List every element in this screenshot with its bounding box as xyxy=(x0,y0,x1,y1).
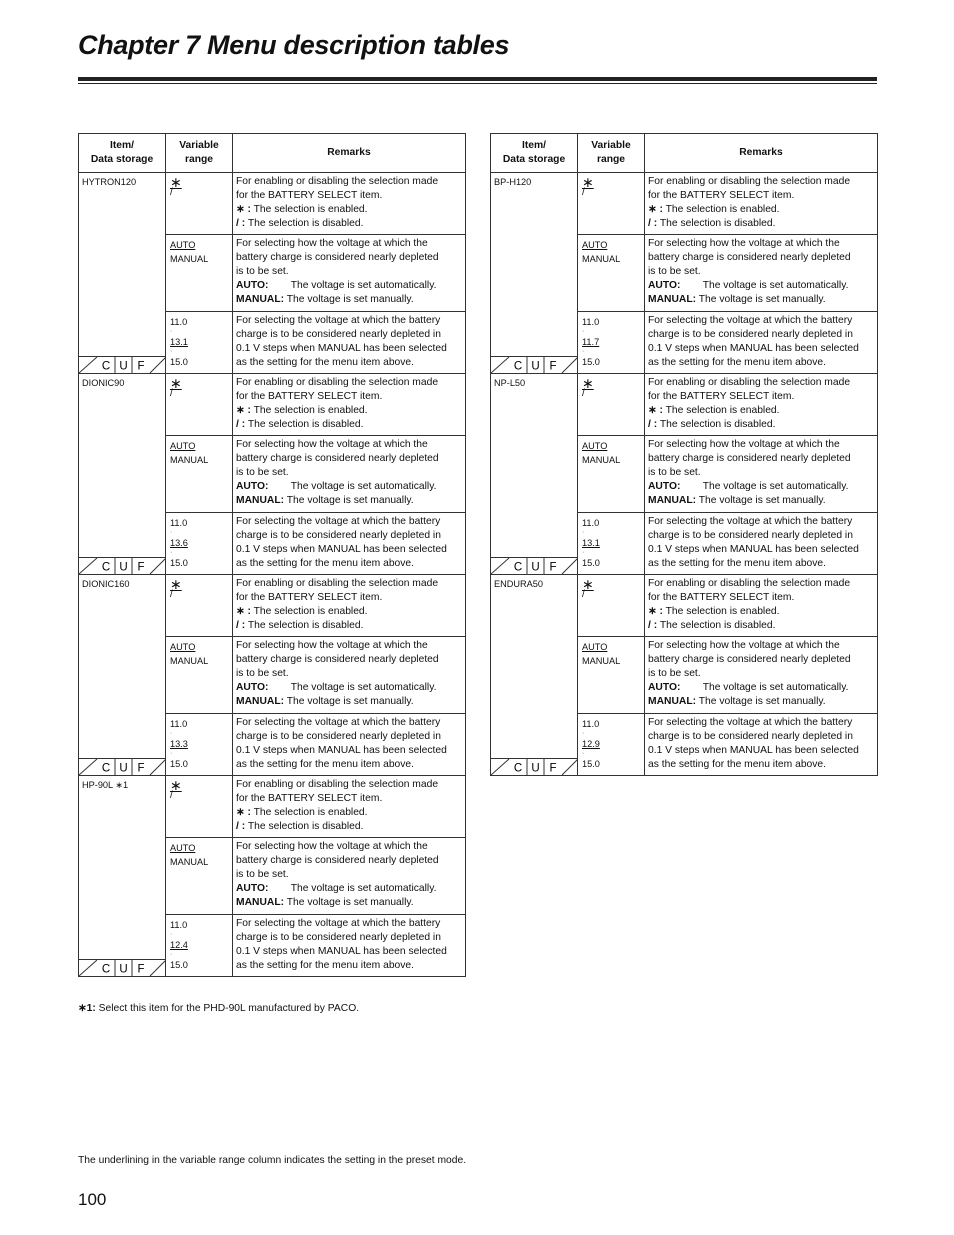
header-item: Item/ Data storage xyxy=(79,134,166,173)
remark-enabled: ∗ : The selection is enabled. xyxy=(236,405,368,416)
remark-disabled: / : The selection is disabled. xyxy=(648,620,776,631)
remark-line: For selecting the voltage at which the battery xyxy=(648,315,853,326)
remark-line: For selecting how the voltage at which the xyxy=(648,640,840,651)
table-body xyxy=(491,173,878,776)
remark-auto: AUTO: The voltage is set automatically. xyxy=(648,682,849,693)
remark-line: 0.1 V steps when MANUAL has been selected xyxy=(236,343,447,354)
remarks-select xyxy=(233,776,466,838)
cuf-diagonal-right xyxy=(562,558,578,574)
star-symbol: ∗ xyxy=(582,576,594,592)
table-header-row xyxy=(79,134,466,173)
range-manual: MANUAL xyxy=(582,455,621,465)
item-cell xyxy=(79,374,166,575)
remark-line: as the setting for the menu item above. xyxy=(648,357,827,368)
footnote xyxy=(78,1002,359,1014)
cuf-u: U xyxy=(119,360,128,373)
cuf-u: U xyxy=(531,561,540,574)
remark-line: For enabling or disabling the selection made xyxy=(236,377,439,388)
remarks-mode xyxy=(233,436,466,513)
variable-range-select xyxy=(166,776,233,838)
star-symbol: ∗ xyxy=(170,576,182,592)
remark-disabled: / : The selection is disabled. xyxy=(236,620,364,631)
remark-line: as the setting for the menu item above. xyxy=(648,759,827,770)
cuf-diagonal-left xyxy=(79,960,97,976)
remark-auto: AUTO: The voltage is set automatically. xyxy=(236,883,437,894)
remark-manual: MANUAL: The voltage is set manually. xyxy=(236,294,414,305)
remark-line: 0.1 V steps when MANUAL has been selected xyxy=(648,745,859,756)
item-cell xyxy=(79,776,166,977)
remark-line: for the BATTERY SELECT item. xyxy=(236,592,383,603)
range-manual: MANUAL xyxy=(582,656,621,666)
remarks-voltage xyxy=(233,915,466,977)
remarks-mode xyxy=(645,235,878,312)
cuf-diagonal-left xyxy=(491,558,509,574)
variable-range-mode xyxy=(166,235,233,312)
range-max: 15.0 xyxy=(170,357,188,367)
remark-manual: MANUAL: The voltage is set manually. xyxy=(236,897,414,908)
remark-line: is to be set. xyxy=(236,869,289,880)
remark-line: For selecting how the voltage at which the xyxy=(236,238,428,249)
remark-manual: MANUAL: The voltage is set manually. xyxy=(648,495,826,506)
remark-line: battery charge is considered nearly depleted xyxy=(648,252,851,263)
item-name: ENDURA50 xyxy=(494,579,544,589)
remarks-mode xyxy=(233,838,466,915)
range-max: 15.0 xyxy=(170,960,188,970)
cuf-f: F xyxy=(137,360,145,373)
range-manual: MANUAL xyxy=(170,857,209,867)
range-max: 15.0 xyxy=(582,558,600,568)
range-dot: · xyxy=(582,750,585,757)
cuf-storage-indicator xyxy=(79,356,166,373)
range-min: 11.0 xyxy=(170,920,188,930)
remark-disabled: / : The selection is disabled. xyxy=(648,419,776,430)
menu-table-left xyxy=(78,133,466,977)
remark-line: For selecting how the voltage at which the xyxy=(236,841,428,852)
remark-line: for the BATTERY SELECT item. xyxy=(648,190,795,201)
range-auto: AUTO xyxy=(582,441,608,451)
range-min: 11.0 xyxy=(582,518,600,528)
remark-manual: MANUAL: The voltage is set manually. xyxy=(236,696,414,707)
remark-line: as the setting for the menu item above. xyxy=(236,759,415,770)
cuf-storage-indicator xyxy=(79,758,166,775)
remarks-select xyxy=(233,575,466,637)
remarks-select xyxy=(645,173,878,235)
remark-line: For selecting how the voltage at which the xyxy=(648,238,840,249)
cuf-storage-indicator xyxy=(491,557,578,574)
remark-line: is to be set. xyxy=(648,668,701,679)
remarks-mode xyxy=(645,637,878,714)
footnote-text: Select this item for the PHD-90L manufactured by PACO. xyxy=(98,1003,360,1014)
variable-range-select xyxy=(166,173,233,235)
cuf-u: U xyxy=(531,762,540,775)
remark-line: for the BATTERY SELECT item. xyxy=(236,190,383,201)
remark-line: For enabling or disabling the selection made xyxy=(648,578,851,589)
cuf-u: U xyxy=(531,360,540,373)
slash-symbol: / xyxy=(170,388,173,399)
remark-line: For selecting the voltage at which the battery xyxy=(648,516,853,527)
item-name: BP-H120 xyxy=(494,177,532,187)
range-dot: · xyxy=(582,730,585,737)
table-row xyxy=(79,374,466,436)
remark-enabled: ∗ : The selection is enabled. xyxy=(648,405,780,416)
remark-line: For selecting the voltage at which the battery xyxy=(236,717,441,728)
remarks-voltage xyxy=(645,312,878,374)
cuf-f: F xyxy=(137,561,145,574)
range-manual: MANUAL xyxy=(582,254,621,264)
cuf-c: C xyxy=(101,561,111,574)
remark-line: is to be set. xyxy=(236,467,289,478)
cuf-diagonal-right xyxy=(562,759,578,775)
cuf-storage-indicator xyxy=(491,356,578,373)
range-manual: MANUAL xyxy=(170,254,209,264)
remark-line: is to be set. xyxy=(648,467,701,478)
star-symbol: ∗ xyxy=(170,174,182,190)
remark-enabled: ∗ : The selection is enabled. xyxy=(648,606,780,617)
page-title: Chapter 7 Menu description tables xyxy=(78,30,510,60)
remark-line: charge is to be considered nearly depleted in xyxy=(236,530,441,541)
slash-symbol: / xyxy=(170,790,173,801)
title-rule-thin xyxy=(78,83,877,84)
range-max: 15.0 xyxy=(582,357,600,367)
remark-line: For selecting how the voltage at which the xyxy=(648,439,840,450)
range-dot: · xyxy=(170,348,173,355)
remark-auto: AUTO: The voltage is set automatically. xyxy=(236,682,437,693)
remark-line: For selecting how the voltage at which the xyxy=(236,439,428,450)
remark-line: For selecting the voltage at which the battery xyxy=(236,516,441,527)
header-item: Item/ Data storage xyxy=(491,134,578,173)
remark-line: battery charge is considered nearly depleted xyxy=(648,453,851,464)
remark-line: as the setting for the menu item above. xyxy=(236,357,415,368)
header-remarks: Remarks xyxy=(645,134,878,173)
remark-line: For selecting the voltage at which the battery xyxy=(236,315,441,326)
cuf-diagonal-left xyxy=(79,357,97,373)
remark-line: 0.1 V steps when MANUAL has been selected xyxy=(236,544,447,555)
remark-disabled: / : The selection is disabled. xyxy=(236,218,364,229)
cuf-diagonal-left xyxy=(491,357,509,373)
variable-range-mode xyxy=(166,838,233,915)
cuf-u: U xyxy=(119,762,128,775)
item-cell xyxy=(79,173,166,374)
remark-enabled: ∗ : The selection is enabled. xyxy=(648,204,780,215)
cuf-diagonal-right xyxy=(150,357,166,373)
remark-line: 0.1 V steps when MANUAL has been selected xyxy=(236,745,447,756)
cuf-diagonal-left xyxy=(491,759,509,775)
remark-manual: MANUAL: The voltage is set manually. xyxy=(648,696,826,707)
range-dot: · xyxy=(582,348,585,355)
cuf-diagonal-right xyxy=(150,960,166,976)
remark-line: charge is to be considered nearly depleted in xyxy=(648,329,853,340)
cuf-diagonal-right xyxy=(150,558,166,574)
slash-symbol: / xyxy=(170,589,173,600)
star-symbol: ∗ xyxy=(170,375,182,391)
range-min: 11.0 xyxy=(582,317,600,327)
remark-auto: AUTO: The voltage is set automatically. xyxy=(648,280,849,291)
range-dot: · xyxy=(582,328,585,335)
remark-line: charge is to be considered nearly depleted in xyxy=(236,329,441,340)
cuf-diagonal-right xyxy=(562,357,578,373)
remark-line: charge is to be considered nearly depleted in xyxy=(648,530,853,541)
variable-range-mode xyxy=(578,637,645,714)
remarks-mode xyxy=(645,436,878,513)
variable-range-voltage xyxy=(166,513,233,575)
remark-line: 0.1 V steps when MANUAL has been selected xyxy=(648,343,859,354)
header-variable: Variable range xyxy=(578,134,645,173)
remark-line: For selecting the voltage at which the battery xyxy=(648,717,853,728)
remark-enabled: ∗ : The selection is enabled. xyxy=(236,807,368,818)
remark-manual: MANUAL: The voltage is set manually. xyxy=(648,294,826,305)
cuf-storage-indicator xyxy=(79,557,166,574)
remark-enabled: ∗ : The selection is enabled. xyxy=(236,204,368,215)
remark-line: battery charge is considered nearly depleted xyxy=(236,855,439,866)
page-number: 100 xyxy=(78,1190,107,1209)
item-cell xyxy=(491,374,578,575)
range-min: 11.0 xyxy=(170,719,188,729)
remarks-select xyxy=(233,374,466,436)
remark-line: battery charge is considered nearly depleted xyxy=(236,252,439,263)
table-row xyxy=(79,575,466,637)
menu-table-right xyxy=(490,133,878,776)
range-preset: 12.4 xyxy=(170,940,188,950)
cuf-c: C xyxy=(101,762,111,775)
range-manual: MANUAL xyxy=(170,656,209,666)
cuf-c: C xyxy=(513,360,523,373)
remark-auto: AUTO: The voltage is set automatically. xyxy=(236,280,437,291)
header-remarks: Remarks xyxy=(233,134,466,173)
range-max: 15.0 xyxy=(170,558,188,568)
variable-range-mode xyxy=(166,436,233,513)
variable-range-voltage xyxy=(578,714,645,776)
remark-line: is to be set. xyxy=(236,266,289,277)
table-row xyxy=(491,374,878,436)
remark-line: For enabling or disabling the selection made xyxy=(648,377,851,388)
remark-disabled: / : The selection is disabled. xyxy=(236,419,364,430)
slash-symbol: / xyxy=(582,187,585,198)
remark-auto: AUTO: The voltage is set automatically. xyxy=(648,481,849,492)
remark-line: charge is to be considered nearly depleted in xyxy=(648,731,853,742)
preset-note: The underlining in the variable range column indicates the setting in the preset mode. xyxy=(78,1155,467,1166)
variable-range-voltage xyxy=(166,915,233,977)
cuf-f: F xyxy=(549,762,557,775)
range-preset: 13.3 xyxy=(170,739,188,749)
remarks-mode xyxy=(233,235,466,312)
variable-range-select xyxy=(578,374,645,436)
item-cell xyxy=(79,575,166,776)
item-name: HP-90L ∗1 xyxy=(82,780,129,790)
variable-range-select xyxy=(578,173,645,235)
item-name: NP-L50 xyxy=(494,378,526,388)
range-dot: · xyxy=(170,951,173,958)
footnote-key: ∗1: xyxy=(78,1003,96,1014)
remark-line: is to be set. xyxy=(236,668,289,679)
star-symbol: ∗ xyxy=(582,174,594,190)
range-dot: · xyxy=(170,529,173,536)
variable-range-voltage xyxy=(578,312,645,374)
item-name: HYTRON120 xyxy=(82,177,137,187)
remarks-voltage xyxy=(233,312,466,374)
range-min: 11.0 xyxy=(582,719,600,729)
cuf-f: F xyxy=(549,360,557,373)
variable-range-select xyxy=(166,374,233,436)
remarks-select xyxy=(233,173,466,235)
variable-range-mode xyxy=(578,436,645,513)
cuf-diagonal-left xyxy=(79,759,97,775)
remarks-mode xyxy=(233,637,466,714)
range-preset: 13.1 xyxy=(170,337,188,347)
remark-disabled: / : The selection is disabled. xyxy=(648,218,776,229)
range-max: 15.0 xyxy=(170,759,188,769)
range-auto: AUTO xyxy=(170,843,196,853)
cuf-c: C xyxy=(513,561,523,574)
table-row xyxy=(79,776,466,838)
range-preset: 13.6 xyxy=(170,538,188,548)
variable-range-mode xyxy=(166,637,233,714)
table-row xyxy=(491,575,878,637)
range-preset: 11.7 xyxy=(582,337,600,347)
remark-line: for the BATTERY SELECT item. xyxy=(236,391,383,402)
variable-range-mode xyxy=(578,235,645,312)
remark-line: For enabling or disabling the selection made xyxy=(236,578,439,589)
item-name: DIONIC90 xyxy=(82,378,125,388)
remarks-voltage xyxy=(233,714,466,776)
item-cell xyxy=(491,575,578,776)
remark-line: is to be set. xyxy=(648,266,701,277)
slash-symbol: / xyxy=(170,187,173,198)
remarks-select xyxy=(645,374,878,436)
range-dot: · xyxy=(170,328,173,335)
cuf-f: F xyxy=(549,561,557,574)
remark-auto: AUTO: The voltage is set automatically. xyxy=(236,481,437,492)
cuf-f: F xyxy=(137,762,145,775)
range-preset: 13.1 xyxy=(582,538,600,548)
remarks-select xyxy=(645,575,878,637)
slash-symbol: / xyxy=(582,589,585,600)
cuf-u: U xyxy=(119,561,128,574)
cuf-diagonal-right xyxy=(150,759,166,775)
star-symbol: ∗ xyxy=(582,375,594,391)
variable-range-select xyxy=(166,575,233,637)
header-variable: Variable range xyxy=(166,134,233,173)
range-manual: MANUAL xyxy=(170,455,209,465)
remarks-voltage xyxy=(645,513,878,575)
range-max: 15.0 xyxy=(582,759,600,769)
remark-line: for the BATTERY SELECT item. xyxy=(648,391,795,402)
range-min: 11.0 xyxy=(170,518,188,528)
remark-line: as the setting for the menu item above. xyxy=(236,558,415,569)
range-dot: · xyxy=(170,931,173,938)
range-dot: · xyxy=(170,730,173,737)
range-dot: · xyxy=(170,549,173,556)
remark-line: battery charge is considered nearly depleted xyxy=(648,654,851,665)
table-row xyxy=(79,173,466,235)
remark-line: charge is to be considered nearly depleted in xyxy=(236,731,441,742)
variable-range-select xyxy=(578,575,645,637)
table-header-row xyxy=(491,134,878,173)
remark-line: For enabling or disabling the selection made xyxy=(648,176,851,187)
remark-line: for the BATTERY SELECT item. xyxy=(236,793,383,804)
star-symbol: ∗ xyxy=(170,777,182,793)
variable-range-voltage xyxy=(166,714,233,776)
range-auto: AUTO xyxy=(170,642,196,652)
range-auto: AUTO xyxy=(582,642,608,652)
remark-line: For selecting how the voltage at which the xyxy=(236,640,428,651)
cuf-storage-indicator xyxy=(491,758,578,775)
range-auto: AUTO xyxy=(582,240,608,250)
remarks-voltage xyxy=(645,714,878,776)
cuf-f: F xyxy=(137,963,145,976)
cuf-c: C xyxy=(513,762,523,775)
cuf-u: U xyxy=(119,963,128,976)
remark-line: as the setting for the menu item above. xyxy=(648,558,827,569)
range-dot: · xyxy=(582,529,585,536)
cuf-diagonal-left xyxy=(79,558,97,574)
range-dot: · xyxy=(582,549,585,556)
range-min: 11.0 xyxy=(170,317,188,327)
cuf-storage-indicator xyxy=(79,959,166,976)
remarks-voltage xyxy=(233,513,466,575)
remark-disabled: / : The selection is disabled. xyxy=(236,821,364,832)
remark-line: For enabling or disabling the selection made xyxy=(236,779,439,790)
variable-range-voltage xyxy=(166,312,233,374)
title-rule-thick xyxy=(78,77,877,81)
remark-enabled: ∗ : The selection is enabled. xyxy=(236,606,368,617)
range-preset: 12.9 xyxy=(582,739,600,749)
range-auto: AUTO xyxy=(170,240,196,250)
remark-line: 0.1 V steps when MANUAL has been selected xyxy=(648,544,859,555)
remark-line: 0.1 V steps when MANUAL has been selected xyxy=(236,946,447,957)
remark-line: battery charge is considered nearly depleted xyxy=(236,453,439,464)
item-name: DIONIC160 xyxy=(82,579,130,589)
cuf-c: C xyxy=(101,963,111,976)
variable-range-voltage xyxy=(578,513,645,575)
range-dot: · xyxy=(170,750,173,757)
remark-line: For selecting the voltage at which the battery xyxy=(236,918,441,929)
slash-symbol: / xyxy=(582,388,585,399)
cuf-c: C xyxy=(101,360,111,373)
table-body xyxy=(79,173,466,977)
item-cell xyxy=(491,173,578,374)
remark-manual: MANUAL: The voltage is set manually. xyxy=(236,495,414,506)
remark-line: as the setting for the menu item above. xyxy=(236,960,415,971)
range-auto: AUTO xyxy=(170,441,196,451)
remark-line: for the BATTERY SELECT item. xyxy=(648,592,795,603)
remark-line: For enabling or disabling the selection made xyxy=(236,176,439,187)
remark-line: charge is to be considered nearly depleted in xyxy=(236,932,441,943)
table-row xyxy=(491,173,878,235)
remark-line: battery charge is considered nearly depleted xyxy=(236,654,439,665)
